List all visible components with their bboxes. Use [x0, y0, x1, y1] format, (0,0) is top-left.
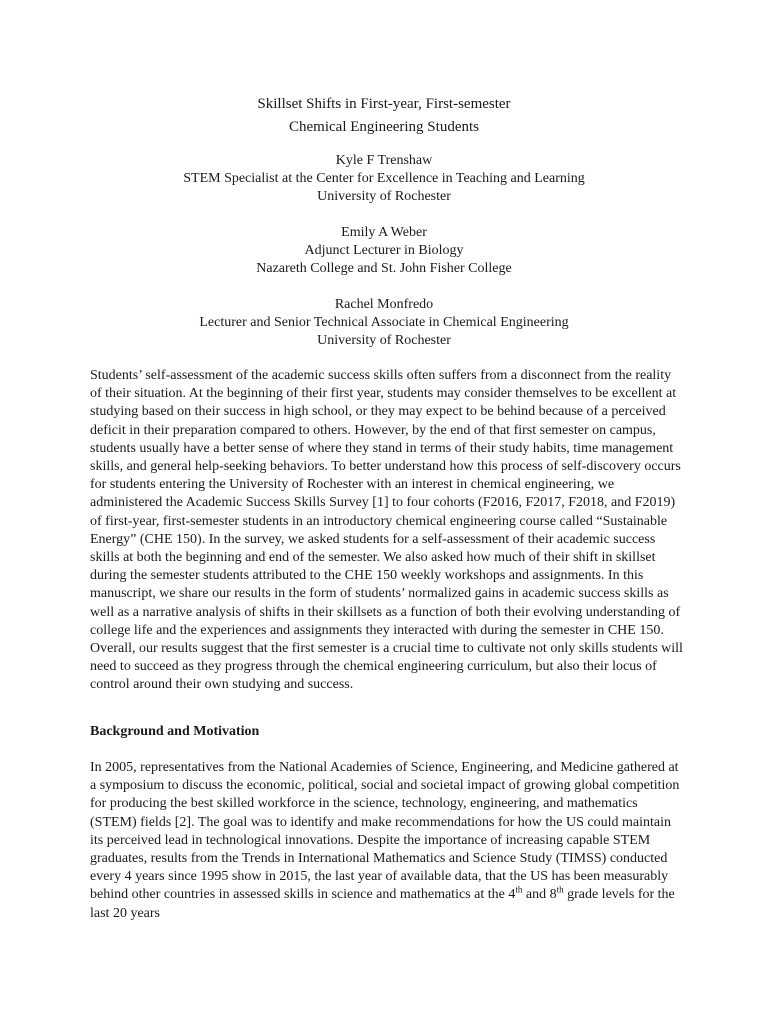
body-text: In 2005, representatives from the National Academies of Science, Engineering, and Medicine gathered at a symposium to discuss the economic, political, social and societal impact of growing global competition for producing the best skilled workforce in the science, technology, engineering, and mathematics (STEM) fields [2]. The goal was to identify and make recommendations for how the US could maintain its perceived lead in technological innovations. Despite the importance of increasing capable STEM graduates, results from the Trends in International Mathematics and Science Study (TIMSS) conducted every 4 years since 1995 show in 2015, the last year of available data, that the US has been measurably behind other countries in assessed skills in science and mathematics at the 4	[90, 760, 680, 903]
author-block	[0, 296, 768, 350]
body-paragraph	[90, 759, 686, 923]
author-name: Rachel Monfredo	[334, 297, 434, 312]
body-text-end: grade levels for the last 20 years	[90, 887, 675, 921]
superscript-th: th	[556, 884, 564, 895]
author-role: STEM Specialist at the Center for Excellence in Teaching and Learning	[183, 171, 585, 186]
paper-title	[0, 93, 768, 139]
author-role: Lecturer and Senior Technical Associate in Chemical Engineering	[199, 315, 569, 330]
author-list	[0, 152, 768, 368]
title-line-1: Skillset Shifts in First-year, First-semester	[257, 96, 511, 112]
title-line-2: Chemical Engineering Students	[289, 119, 479, 135]
author-block	[0, 152, 768, 206]
author-name: Emily A Weber	[341, 225, 427, 240]
body-text-mid: and 8	[522, 887, 557, 903]
section-heading: Background and Motivation	[90, 724, 260, 739]
author-affiliation: University of Rochester	[317, 189, 451, 204]
abstract-paragraph: Students’ self-assessment of the academic success skills often suffers from a disconnect from the reality of their situation. At the beginning of their first year, students may consider themselves to be excellent at studying based on their success in high school, or they may expect to be behind because of a perceived deficit in their preparation compared to others. However, by the end of that first semester on campus, students usually have a better sense of where they stand in terms of their study habits, time management skills, and general help-seeking behaviors. To better understand how this process of self-discovery occurs for students entering the University of Rochester with an interest in chemical engineering, we administered the Academic Success Skills Survey [1] to four cohorts (F2016, F2017, F2018, and F2019) of first-year, first-semester students in an introductory chemical engineering course called “Sustainable Energy” (CHE 150). In the survey, we asked students for a self-assessment of their academic success skills at both the beginning and end of the semester. We also asked how much of their shift in skillset during the semester students attributed to the CHE 150 weekly workshops and assignments. In this manuscript, we share our results in the form of students’ normalized gains in academic success skills as well as a narrative analysis of shifts in their skillsets as a function of both their evolving understanding of college life and the experiences and assignments they interacted with during the semester in CHE 150. Overall, our results suggest that the first semester is a crucial time to cultivate not only skills students will need to succeed as they progress through the chemical engineering curriculum, but also their locus of control around their own studying and success.	[90, 368, 683, 693]
author-affiliation: University of Rochester	[317, 333, 451, 348]
author-affiliation: Nazareth College and St. John Fisher College	[256, 261, 512, 276]
author-block	[0, 224, 768, 278]
author-name: Kyle F Trenshaw	[335, 153, 433, 168]
author-role: Adjunct Lecturer in Biology	[304, 243, 464, 258]
superscript-th: th	[515, 884, 523, 895]
